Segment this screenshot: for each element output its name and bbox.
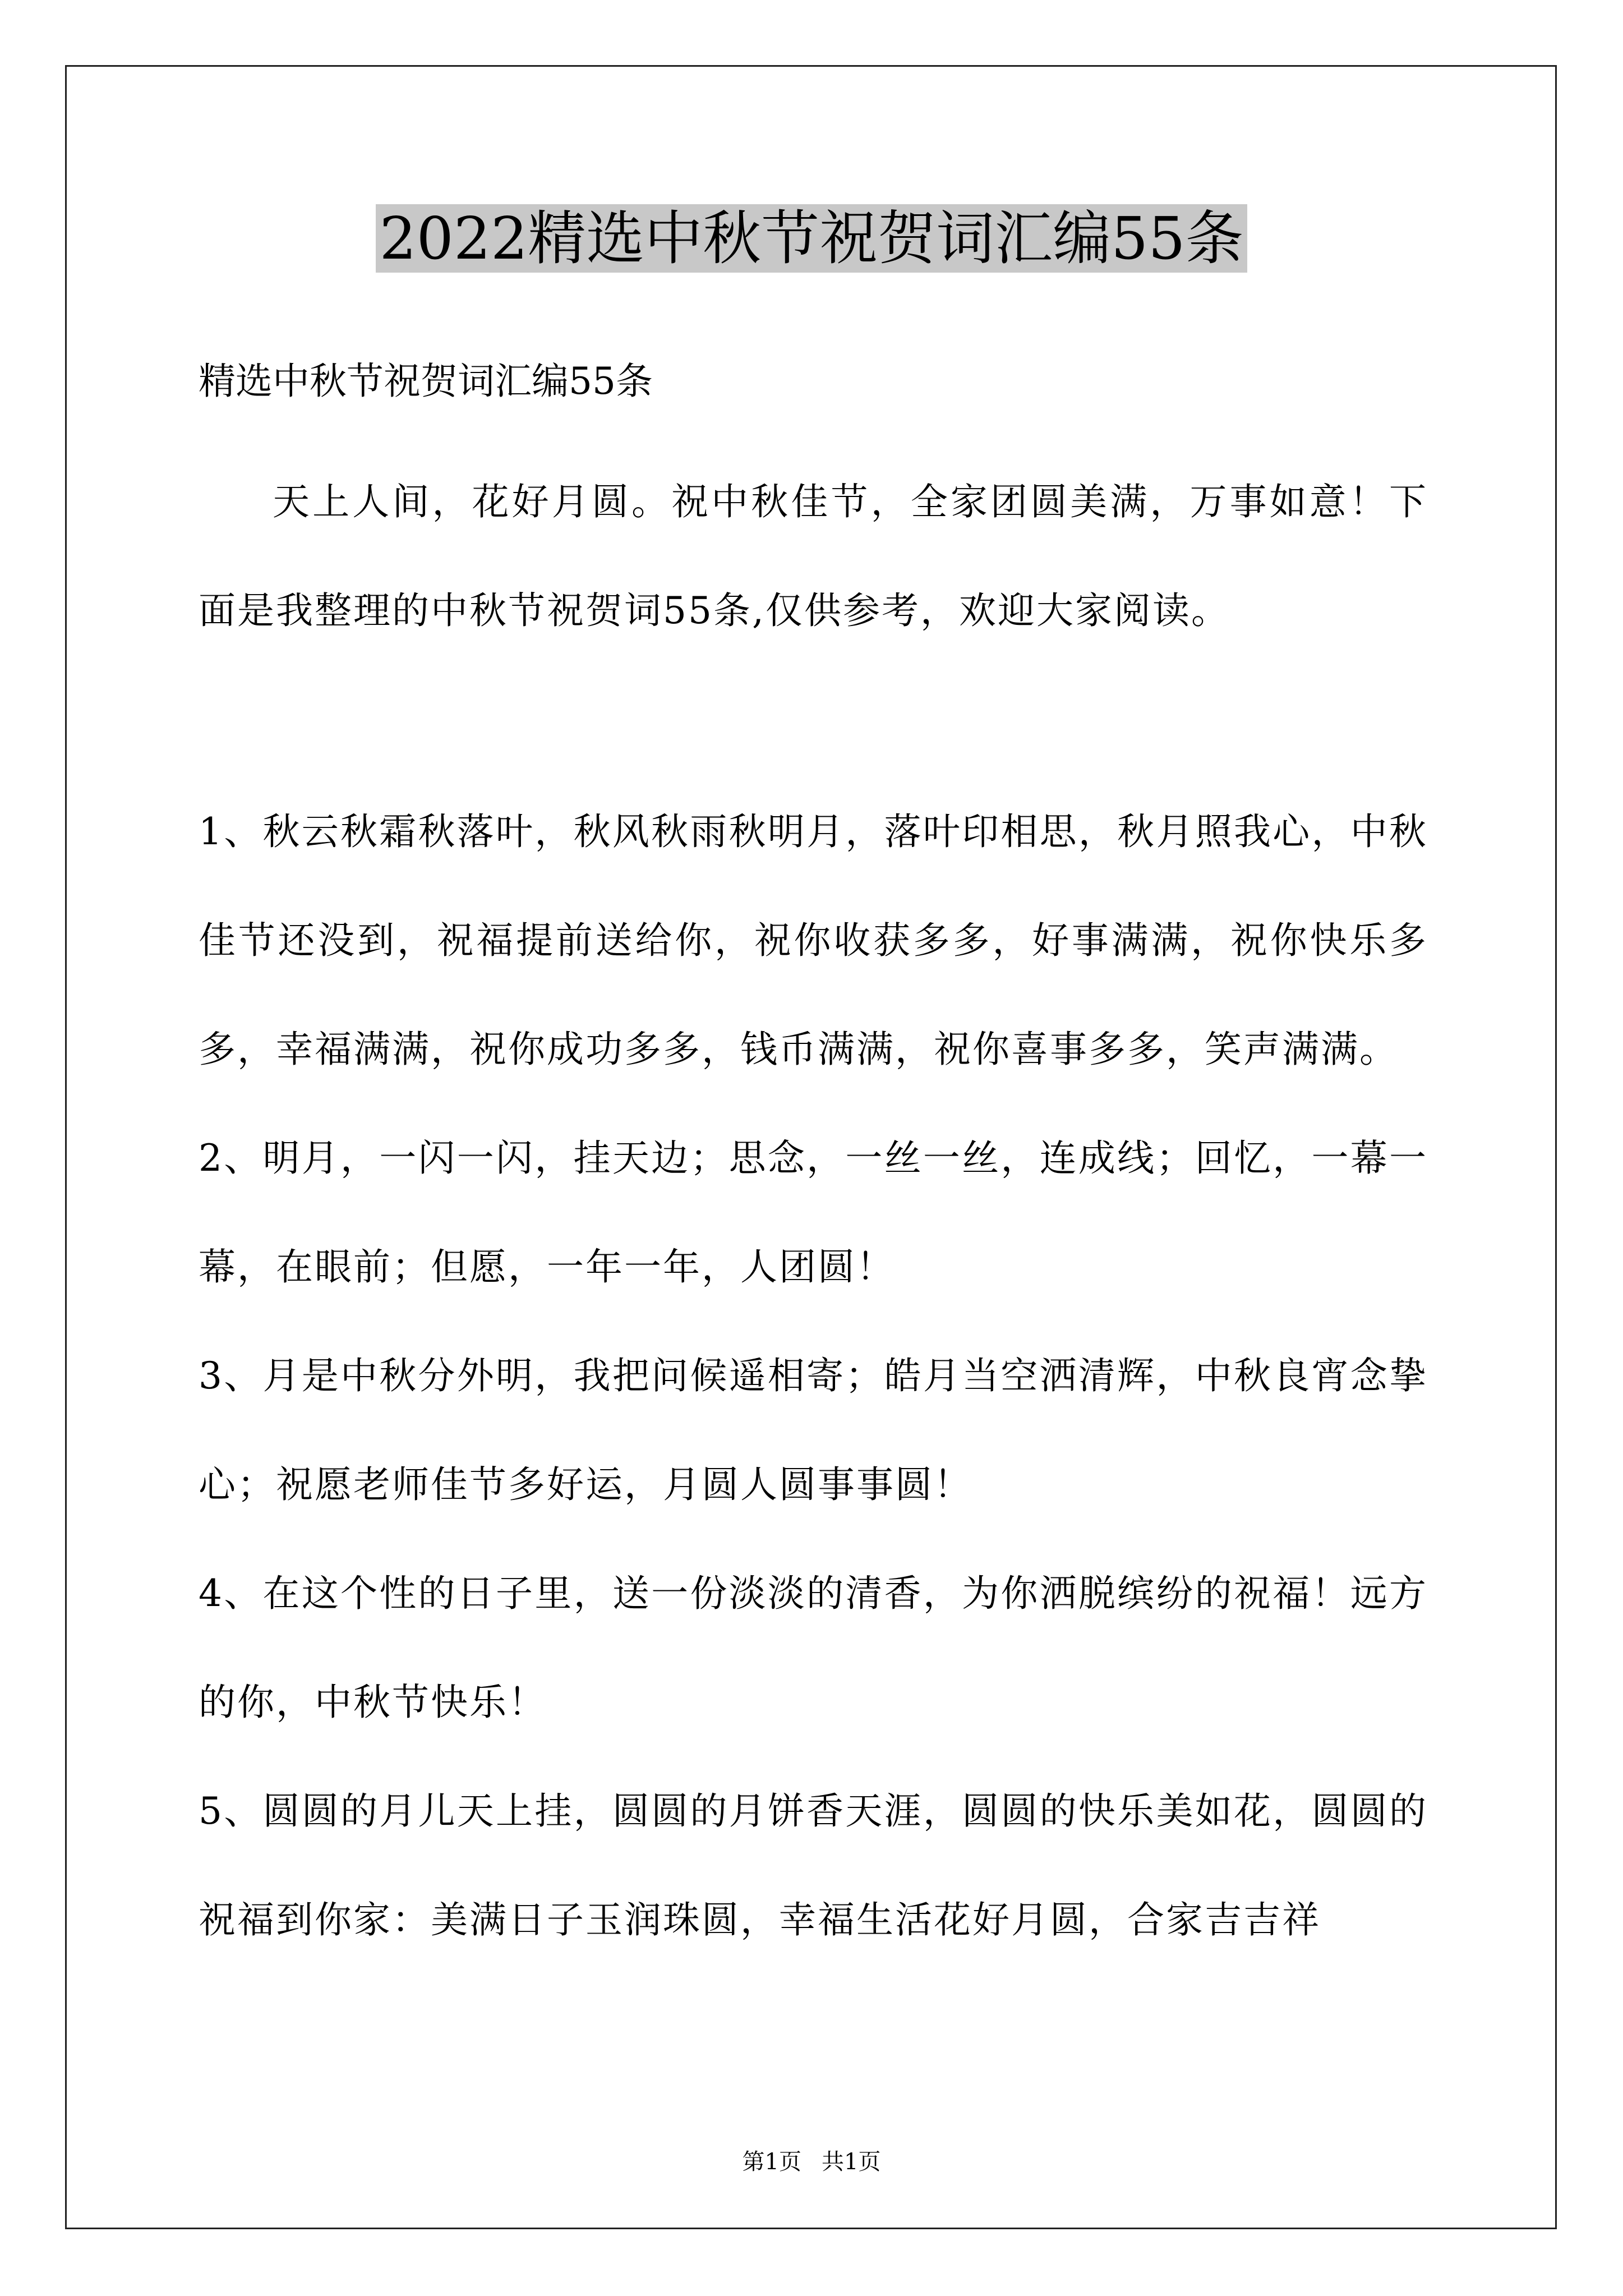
greeting-list — [199, 777, 1428, 1975]
greeting-item: 2、明月，一闪一闪，挂天边；思念，一丝一丝，连成线；回忆，一幕一幕，在眼前；但愿，一年一年，人团圆！ — [199, 1137, 1428, 1289]
page-number: 第1页 — [742, 2149, 801, 2175]
document-body — [199, 337, 1428, 1975]
page-total: 共1页 — [822, 2149, 881, 2175]
greeting-item: 1、秋云秋霜秋落叶，秋风秋雨秋明月，落叶印相思，秋月照我心，中秋佳节还没到，祝福提前送给你，祝你收获多多，好事满满，祝你快乐多多，幸福满满，祝你成功多多，钱币满满，祝你喜事多多，笑声满满。 — [199, 810, 1428, 1071]
greeting-item: 3、月是中秋分外明，我把问候遥相寄；皓月当空洒清辉，中秋良宵念挚心；祝愿老师佳节多好运，月圆人圆事事圆！ — [199, 1354, 1428, 1506]
page-footer — [0, 2144, 1623, 2176]
document-subtitle: 精选中秋节祝贺词汇编55条 — [199, 360, 653, 403]
greeting-item: 5、圆圆的月儿天上挂，圆圆的月饼香天涯，圆圆的快乐美如花，圆圆的祝福到你家：美满日子玉润珠圆，幸福生活花好月圆，合家吉吉祥 — [199, 1789, 1428, 1941]
intro-paragraph: 天上人间，花好月圆。祝中秋佳节，全家团圆美满，万事如意！下面是我整理的中秋节祝贺词55条,仅供参考，欢迎大家阅读。 — [199, 480, 1428, 632]
greeting-item: 4、在这个性的日子里，送一份淡淡的清香，为你洒脱缤纷的祝福！远方的你，中秋节快乐！ — [199, 1572, 1428, 1724]
document-title-text: 2022精选中秋节祝贺词汇编55条 — [376, 204, 1247, 273]
document-title — [0, 202, 1623, 275]
